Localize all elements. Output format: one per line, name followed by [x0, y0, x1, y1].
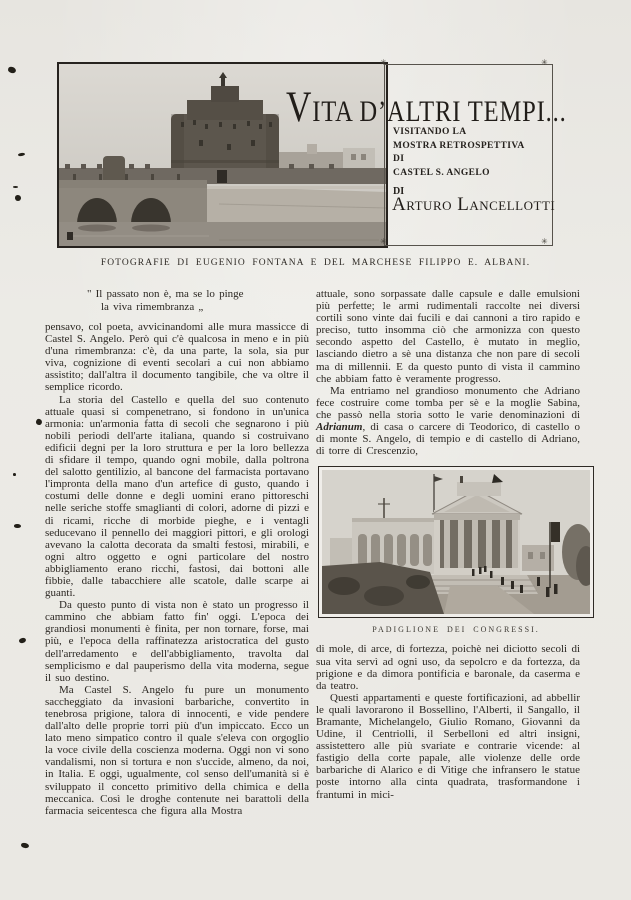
paragraph: pensavo, col poeta, avvicinandomi alle mura massicce di Castel S. Angelo. Però qui c'è qualcosa in meno e in più d'una rimembranza: c'è, da una parte, la sola, sia pur viva, cognizione di eventi secolari a cui non abbiamo assistito; dall'altra il documento tangibile, che va oltre il semplice ricordo. [45, 321, 309, 394]
corner-ornament-icon: ✳ [380, 58, 387, 67]
subtitle-line: CASTEL S. ANGELO [393, 167, 490, 178]
corner-ornament-icon: ✳ [380, 237, 387, 246]
epigraph-line: " Il passato non è, ma se lo pinge [87, 288, 244, 300]
title-rest: ITA D’ALTRI TEMPI... [312, 95, 567, 128]
author-name: Arturo Lancellotti [392, 194, 556, 215]
ink-speck [18, 637, 26, 644]
epigraph-line: la viva rimembranza „ [101, 301, 204, 313]
paragraph: Da questo punto di vista non è stato un progresso il cammino che abbiam fatto fin' oggi. L'epoca dei grandiosi monumenti è finita, per non tornare, forse, mai più, e l'epoca della raffinatezza aristocratica del gusto dell'arredamento e dell'abbigliamento, travolta dal semplicismo e dal pauperismo della vita moderna, segue il suo destino. [45, 599, 309, 684]
paragraph-text: , di casa o carcere di Teodorico, di castello o di monte S. Angelo, di tempio e di castello di Adriano, di torre di Crescenzio, [316, 421, 580, 458]
photo-credit: FOTOGRAFIE DI EUGENIO FONTANA E DEL MARCHESE FILIPPO E. ALBANI. [100, 258, 531, 268]
byline-prefix: DI [393, 186, 405, 197]
padiglione-photo [318, 466, 594, 618]
ink-speck [21, 842, 30, 848]
padiglione-figure [318, 466, 594, 636]
paragraph [316, 385, 580, 458]
subtitle [393, 126, 525, 180]
padiglione-illustration [322, 470, 590, 614]
ink-speck [7, 66, 16, 74]
ink-speck [35, 418, 43, 426]
page-title [286, 83, 567, 132]
subtitle-line: VISITANDO LA [393, 127, 467, 137]
paragraph: Ma Castel S. Angelo fu pure un monumento saccheggiato da invasioni barbariche, convertito in tenebrosa prigione, talora di innocenti, e vide pendere dall'alto delle proprie torri più d'un impiccato. Ecco un lato meno simpatico contro il quale s'eleva con orgoglio la voce civile della coscienza moderna. Oggi non vi sono vandalismi, non si tortura e non s'uccide, almeno, da noi, in Italia. E oggi, ugualmente, col senso dell'umanità si è sviluppato il concetto primitivo della chimica e della meccanica. Così le droghe contenute nei barattoli della farmacia seicentesca che figura alla Mostra [45, 683, 309, 817]
paragraph: attuale, sono sorpassate dalle capsule e dalle emulsioni più perfette; le armi rudimentali raccolte nei diversi cortili sono vinte dai fucili e dai cannoni a tiro rapido e preciso, tutto insomma ciò che armonizza con questo secondo aspetto del Castello, è mutato in meglio, lasciando dietro a sè una distanza che non pare di secoli ma di millennii. E da questo punto di vista il cammino che abbiam fatto è veramente progresso. [316, 288, 580, 385]
ink-speck [18, 152, 25, 156]
left-column [45, 288, 309, 817]
figure-caption: PADIGLIONE DEI CONGRESSI. [372, 625, 540, 635]
paragraph-text: Ma entriamo nel grandioso monumento che Adriano fece costruire come tomba per sè e la moglie Sabina, che passò nella storia sotto le varie denominazioni di [316, 384, 580, 421]
paragraph: di mole, di arce, di fortezza, poichè nei diciotto secoli di sua vita servì ad ogni uso, da sepolcro e da fortezza, da prigione e da dimora pontificia e baronale, da caserma e da teatro. [316, 643, 580, 692]
paragraph: Questi appartamenti e queste fortificazioni, ad abbellir le quali lavorarono il Bossellino, l'Alberti, il Sangallo, il Bramante, Michelangelo, Giulio Romano, Giovanni da Udine, il Centriolli, il Serbelloni ed altri insigni, assistettero alle più svariate e contrarie vicende: al fastigio della corte papale, alle violenze delle orde barbariche di Alarico e di Vitige che infransero le statue poste intorno alla cinta quadrata, trasformandone i frantumi in mici- [316, 691, 580, 801]
article-body [45, 288, 580, 817]
right-column [316, 288, 580, 817]
epigraph [45, 288, 309, 314]
latin-term: Adrianum [316, 421, 363, 434]
corner-ornament-icon: ✳ [541, 58, 548, 67]
corner-ornament-icon: ✳ [541, 237, 548, 246]
paragraph: La storia del Castello e quella del suo contenuto attuale quasi si compenetrano, si fondono in un'unica armonia: un'armonia fatta di secoli che segnarono i più nobili periodi dell'arte italiana, quando si costruivano edificii degni per la loro struttura e per la loro bellezza di sfidare il tempo, quando ogni mobile, dalla poltrona del salotto gentilizio, al bancone del farmacista portavano l'impronta della mano d'un artefice di gusto, quando i costumi delle donne e degli uomini erano pittoreschi nelle seriche stoffe smaglianti di colori, adorne di pizzi e di ricami, ricche di morbide pieghe, e i ventagli seducevano il pennello dei maggiori pittori, e gli orologi avevano la calotta decorata da smalti festosi, mirabili, e ogni altro oggetto e ogni particolare del nostro abbigliamento erano ricchi, fastosi, dai bottoni alle fibbie, dalle tabacchiere alle scatole, dalle scarpe ai guanti. [45, 393, 309, 600]
title-initial: V [286, 84, 313, 131]
subtitle-line: DI [393, 154, 405, 164]
subtitle-line: MOSTRA RETROSPETTIVA [393, 140, 525, 151]
ink-speck [13, 473, 16, 476]
ink-speck [13, 186, 18, 188]
ink-speck [14, 524, 21, 528]
ink-speck [15, 195, 21, 201]
